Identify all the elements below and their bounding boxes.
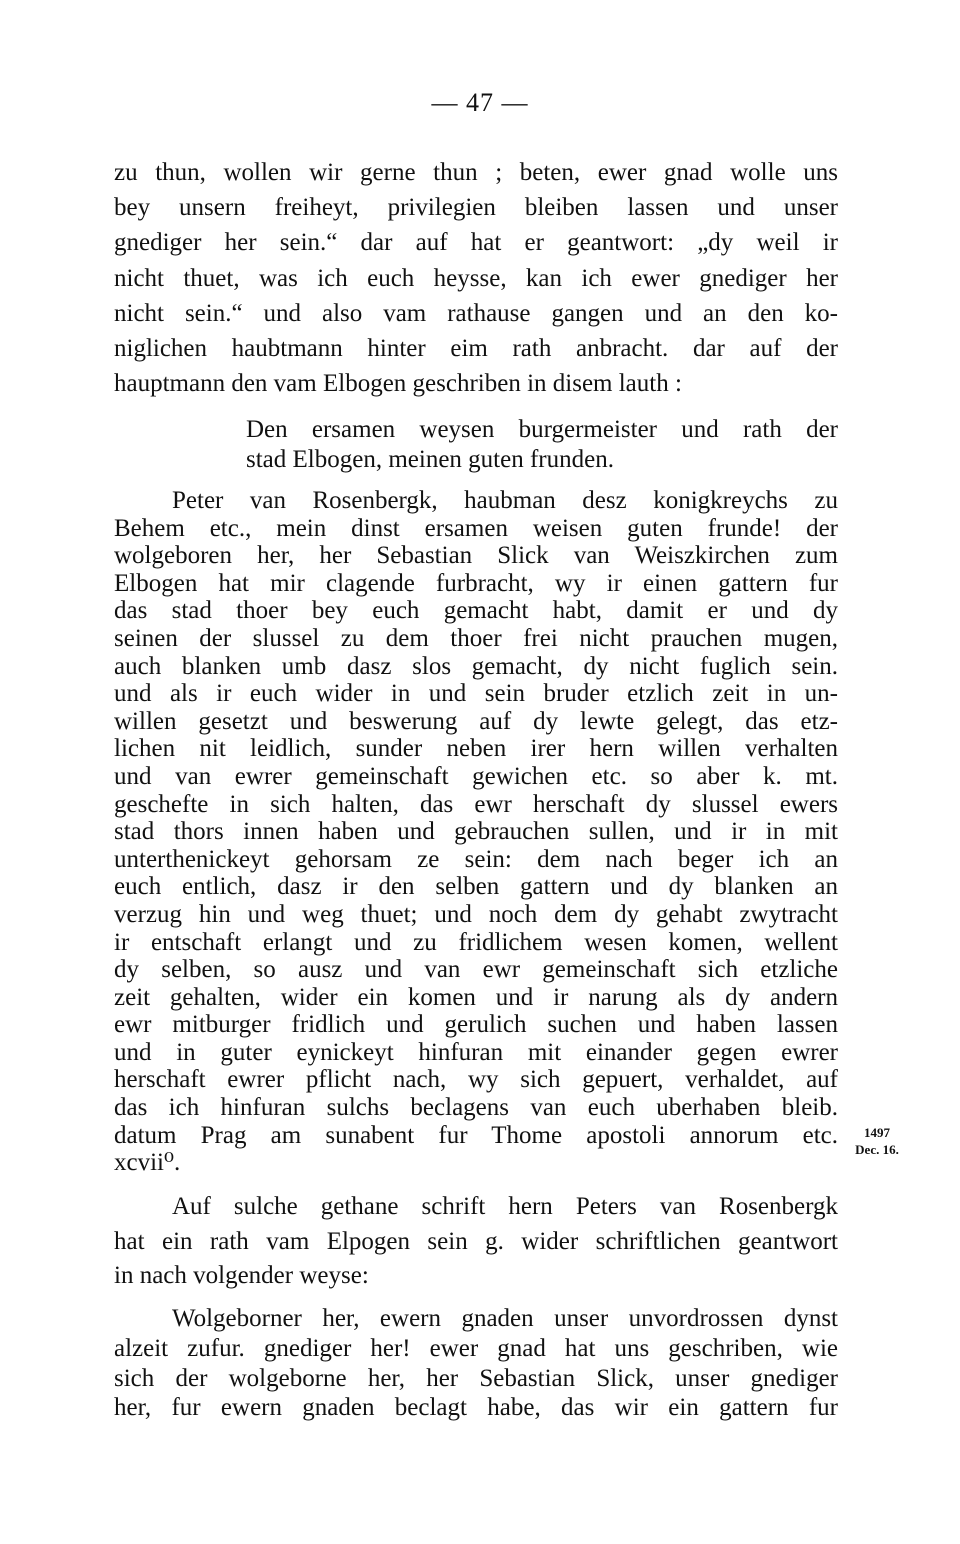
text-line: ewr mitburger fridlich und gerulich suchen und haben lassen	[114, 1011, 838, 1039]
margin-date-note	[842, 1124, 912, 1158]
text-line: dy selben, so ausz und van ewr gemeinschaft sich etzliche	[114, 956, 838, 984]
text-line: wolgeboren her, her Sebastian Slick van Weiszkirchen zum	[114, 542, 838, 570]
page-number: — 47 —	[431, 88, 529, 117]
text-line: hauptmann den vam Elbogen geschriben in disem lauth :	[114, 370, 682, 398]
text-line: willen gesetzt und beswerung auf dy lewte gelegt, das etz-	[114, 707, 838, 735]
text-line: verzug hin und weg thuet; und noch dem dy gehabt zwytracht	[114, 900, 838, 928]
text-line: gnediger her sein.“ dar auf hat er geantwort: „dy weil ir	[114, 229, 838, 257]
text-line: stad thors innen haben und gebrauchen sullen, und ir in mit	[114, 818, 838, 846]
text-line: in nach volgender weyse:	[114, 1262, 369, 1289]
text-line: euch entlich, dasz ir den selben gattern und dy blanken an	[114, 873, 838, 901]
text-line: und als ir euch wider in und sein bruder etzlich zeit in un-	[114, 680, 838, 708]
margin-year: 1497	[864, 1125, 890, 1140]
text-line: lichen nit leidlich, sunder neben irer hern willen verhalten	[114, 735, 838, 763]
text-line: niglichen haubtmann hinter eim rath anbracht. dar auf der	[114, 335, 838, 363]
text-line: her, fur ewern gnaden beclagt habe, das wir ein gattern fur	[114, 1394, 838, 1422]
text-line: auch blanken umb dasz slos gemacht, dy nicht fuglich sein.	[114, 652, 838, 680]
text-line: Peter van Rosenbergk, haubman desz konigkreychs zu	[172, 487, 838, 514]
text-line: seinen der slussel zu dem thoer frei nicht prauchen mugen,	[114, 624, 838, 652]
text-line: datum Prag am sunabent fur Thome apostoli annorum etc.	[114, 1121, 838, 1149]
text-line: nicht thuet, was ich euch heysse, kan ich ewer gnediger her	[114, 264, 838, 292]
text-line: bey unsern freiheyt, privilegien bleiben lassen und unser	[114, 194, 838, 222]
letter-body-reply	[114, 1304, 838, 1423]
text-line: xcvii⁰.	[114, 1149, 181, 1177]
text-line: geschefte in sich halten, das ewr herschaft dy slussel ewers	[114, 790, 838, 818]
margin-day: Dec. 16.	[855, 1142, 899, 1157]
text-line: Behem etc., mein dinst ersamen weisen guten frunde! der	[114, 514, 838, 542]
text-line: und in guter eynickeyt hinfuran mit einander gegen ewrer	[114, 1038, 838, 1066]
text-line: das ich hinfuran sulchs beclagens van euch uberhaben bleib.	[114, 1094, 838, 1122]
letter-address	[246, 415, 838, 475]
text-line: das stad thoer bey euch gemacht habt, damit er und dy	[114, 597, 838, 625]
text-line: und van ewrer gemeinschaft gewichen etc. so aber k. mt.	[114, 762, 838, 790]
letter-body-rosenbergk	[114, 487, 838, 1177]
text-line: sich der wolgeborne her, her Sebastian Slick, unser gnediger	[114, 1364, 838, 1392]
text-line: Den ersamen weysen burgermeister und rath der	[246, 416, 838, 443]
text-line: alzeit zufur. gnediger her! ewer gnad hat uns geschriben, wie	[114, 1334, 838, 1362]
text-line: zu thun, wollen wir gerne thun ; beten, ewer gnad wolle uns	[114, 159, 838, 186]
text-line: unterthenickeyt gehorsam ze sein: dem nach beger ich an	[114, 845, 838, 873]
text-line: Elbogen hat mir clagende furbracht, wy ir einen gattern fur	[114, 569, 838, 597]
text-line: ir entschaft erlangt und zu fridlichem wesen komen, wellent	[114, 928, 838, 956]
text-line: Auf sulche gethane schrift hern Peters van Rosenbergk	[172, 1193, 838, 1220]
text-line: hat ein rath vam Elpogen sein g. wider schriftlichen geantwort	[114, 1227, 838, 1255]
text-line: Wolgeborner her, ewern gnaden unser unvordrossen dynst	[172, 1305, 838, 1332]
text-line: stad Elbogen, meinen guten frunden.	[246, 446, 614, 473]
text-line: zeit gehalten, wider ein komen und ir narung als dy andern	[114, 983, 838, 1011]
text-line: herschaft ewrer pflicht nach, wy sich gepuert, verhaldet, auf	[114, 1066, 838, 1094]
paragraph-narrative	[114, 155, 838, 401]
text-line: nicht sein.“ und also vam rathause gangen und an den ko-	[114, 299, 838, 327]
paragraph-reply-intro	[114, 1190, 838, 1294]
